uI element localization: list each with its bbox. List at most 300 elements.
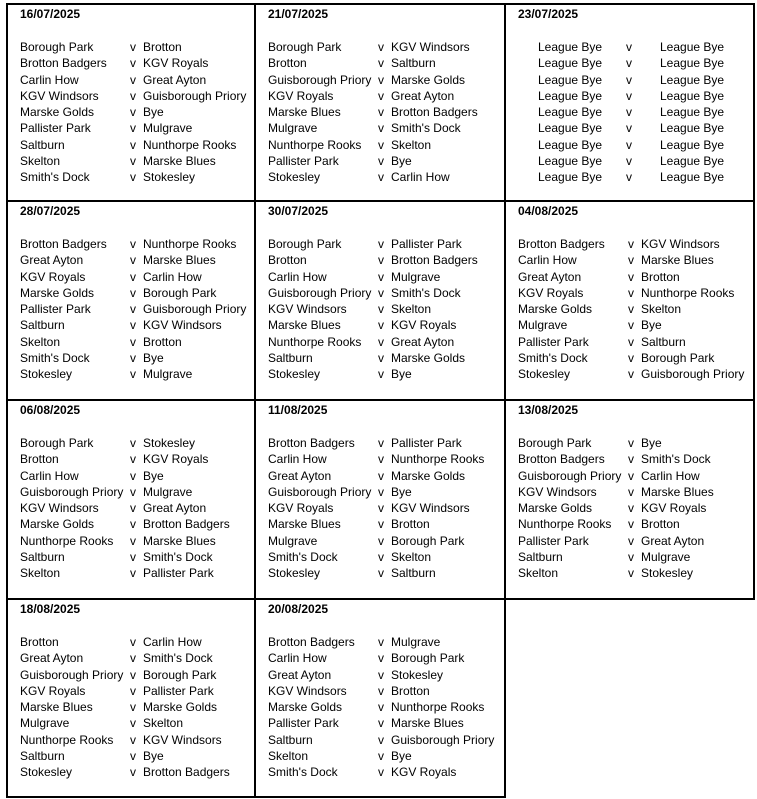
home-team: Guisborough Priory [268, 72, 372, 87]
fixture-row [518, 72, 753, 88]
away-team: League Bye [660, 121, 725, 136]
away-team: Guisborough Priory [143, 302, 247, 317]
versus-label: v [378, 40, 384, 54]
versus-label: v [378, 667, 384, 682]
home-team: Marske Golds [20, 105, 95, 120]
versus-label: v [628, 318, 634, 333]
week-date: 16/07/2025 [20, 7, 81, 21]
home-team: Brotton Badgers [518, 237, 605, 251]
versus-label: v [130, 154, 136, 169]
away-team: Borough Park [143, 667, 217, 682]
home-team: Guisborough Priory [20, 484, 124, 499]
away-team: Nunthorpe Rooks [391, 452, 485, 467]
fixture-row [20, 104, 254, 120]
week-date: 04/08/2025 [518, 204, 579, 218]
away-team: Borough Park [391, 651, 465, 666]
home-team: League Bye [538, 121, 603, 136]
fixture-row [268, 516, 504, 532]
away-team: Stokesley [391, 667, 444, 682]
versus-label: v [130, 468, 136, 483]
away-team: KGV Royals [641, 501, 707, 516]
away-team: Bye [143, 749, 164, 764]
fixture-row [518, 236, 753, 252]
fixture-row [518, 468, 753, 484]
away-team: Nunthorpe Rooks [143, 137, 237, 152]
away-team: Saltburn [391, 56, 436, 71]
away-team: League Bye [660, 88, 725, 103]
fixture-week-block [6, 401, 256, 600]
away-team: League Bye [660, 72, 725, 87]
home-team: Stokesley [268, 367, 321, 382]
fixture-row [268, 435, 504, 451]
fixture-row [518, 269, 753, 285]
versus-label: v [378, 533, 384, 548]
home-team: Smith's Dock [268, 550, 338, 565]
versus-label: v [378, 105, 384, 120]
fixture-row [20, 484, 254, 500]
away-team: Bye [391, 484, 412, 499]
versus-label: v [378, 269, 384, 284]
away-team: Bye [391, 367, 412, 382]
versus-label: v [130, 318, 136, 333]
fixture-row [518, 39, 753, 55]
versus-label: v [130, 237, 136, 251]
home-team: Marske Blues [20, 700, 93, 715]
versus-label: v [378, 318, 384, 333]
away-team: Marske Golds [143, 700, 218, 715]
fixture-row [518, 549, 753, 565]
fixture-week-block [256, 3, 506, 202]
home-team: Nunthorpe Rooks [20, 533, 114, 548]
home-team: Borough Park [268, 237, 342, 251]
fixture-week-block [506, 401, 755, 600]
versus-label: v [378, 635, 384, 649]
fixture-row [20, 72, 254, 88]
away-team: Bye [391, 749, 412, 764]
fixture-row [518, 169, 753, 185]
away-team: League Bye [660, 105, 725, 120]
home-team: Mulgrave [268, 533, 318, 548]
versus-label: v [378, 484, 384, 499]
home-team: League Bye [538, 88, 603, 103]
fixture-row [20, 764, 254, 780]
versus-label: v [628, 452, 634, 467]
versus-label: v [378, 501, 384, 516]
versus-label: v [130, 732, 136, 747]
week-date: 23/07/2025 [518, 7, 579, 21]
fixture-row [518, 350, 753, 366]
fixture-row [20, 301, 254, 317]
home-team: Carlin How [268, 651, 327, 666]
fixture-row [518, 366, 753, 382]
away-team: Marske Blues [143, 533, 216, 548]
away-team: Skelton [641, 302, 682, 317]
fixture-row [268, 683, 504, 699]
fixture-row [268, 169, 504, 185]
fixture-row [268, 317, 504, 333]
home-team: League Bye [538, 105, 603, 120]
fixture-row [518, 55, 753, 71]
home-team: League Bye [538, 56, 603, 71]
fixture-row [20, 533, 254, 549]
away-team: Carlin How [391, 170, 450, 185]
away-team: KGV Royals [391, 765, 457, 780]
away-team: Guisborough Priory [143, 88, 247, 103]
home-team: League Bye [538, 170, 603, 185]
fixture-row [268, 39, 504, 55]
home-team: League Bye [538, 137, 603, 152]
fixture-row [518, 500, 753, 516]
fixture-row [268, 634, 504, 650]
fixture-row [20, 39, 254, 55]
home-team: Marske Blues [268, 517, 341, 532]
home-team: Borough Park [20, 40, 94, 54]
away-team: Pallister Park [391, 436, 462, 450]
home-team: League Bye [538, 72, 603, 87]
fixture-row [268, 120, 504, 136]
fixture-row [268, 236, 504, 252]
away-team: League Bye [660, 137, 725, 152]
fixture-row [268, 252, 504, 268]
versus-label: v [378, 351, 384, 366]
away-team: Carlin How [143, 635, 202, 649]
away-team: KGV Royals [143, 56, 209, 71]
fixture-week-block [6, 600, 256, 798]
versus-label: v [628, 237, 634, 251]
away-team: Bye [391, 154, 412, 169]
versus-label: v [626, 40, 632, 54]
fixture-row [518, 137, 753, 153]
away-team: Nunthorpe Rooks [143, 237, 237, 251]
away-team: Pallister Park [143, 683, 214, 698]
versus-label: v [628, 533, 634, 548]
fixture-row [20, 169, 254, 185]
away-team: Brotton Badgers [143, 765, 230, 780]
away-team: Smith's Dock [143, 550, 213, 565]
away-team: Borough Park [143, 285, 217, 300]
versus-label: v [130, 484, 136, 499]
home-team: Stokesley [518, 367, 571, 382]
versus-label: v [378, 121, 384, 136]
fixture-row [20, 451, 254, 467]
home-team: Pallister Park [268, 716, 339, 731]
away-team: Great Ayton [143, 501, 207, 516]
versus-label: v [130, 121, 136, 136]
away-team: Mulgrave [641, 550, 691, 565]
versus-label: v [378, 237, 384, 251]
versus-label: v [378, 137, 384, 152]
home-team: Smith's Dock [20, 351, 90, 366]
fixture-row [20, 350, 254, 366]
home-team: KGV Royals [20, 269, 86, 284]
versus-label: v [378, 732, 384, 747]
fixture-row [20, 334, 254, 350]
versus-label: v [378, 683, 384, 698]
home-team: Brotton Badgers [20, 237, 107, 251]
versus-label: v [378, 517, 384, 532]
away-team: Bye [143, 105, 164, 120]
versus-label: v [130, 170, 136, 185]
fixture-row [268, 468, 504, 484]
home-team: Marske Golds [268, 700, 343, 715]
home-team: Guisborough Priory [20, 667, 124, 682]
away-team: League Bye [660, 56, 725, 71]
fixture-row [268, 699, 504, 715]
home-team: Marske Blues [268, 318, 341, 333]
versus-label: v [378, 285, 384, 300]
away-team: Marske Blues [143, 253, 216, 268]
home-team: Borough Park [518, 436, 592, 450]
home-team: Great Ayton [20, 651, 84, 666]
away-team: Bye [641, 436, 662, 450]
fixture-row [268, 732, 504, 748]
week-date: 11/08/2025 [268, 403, 328, 417]
home-team: Great Ayton [268, 667, 332, 682]
fixture-row [518, 484, 753, 500]
versus-label: v [378, 452, 384, 467]
home-team: KGV Royals [20, 683, 86, 698]
fixture-row [268, 549, 504, 565]
home-team: Pallister Park [518, 533, 589, 548]
fixture-row [20, 500, 254, 516]
away-team: Marske Blues [641, 253, 714, 268]
fixture-row [268, 764, 504, 780]
home-team: Mulgrave [20, 716, 70, 731]
versus-label: v [130, 716, 136, 731]
home-team: Carlin How [20, 468, 79, 483]
away-team: Skelton [391, 137, 432, 152]
away-team: KGV Windsors [143, 732, 222, 747]
versus-label: v [628, 468, 634, 483]
home-team: Great Ayton [20, 253, 84, 268]
fixture-row [268, 153, 504, 169]
versus-label: v [130, 105, 136, 120]
fixture-row [20, 565, 254, 581]
away-team: Brotton Badgers [391, 253, 478, 268]
fixture-row [518, 516, 753, 532]
versus-label: v [130, 137, 136, 152]
versus-label: v [378, 700, 384, 715]
away-team: KGV Royals [391, 318, 457, 333]
fixture-row [20, 285, 254, 301]
versus-label: v [130, 56, 136, 71]
away-team: Borough Park [641, 351, 715, 366]
home-team: Skelton [20, 566, 61, 581]
home-team: KGV Royals [268, 88, 334, 103]
versus-label: v [130, 269, 136, 284]
versus-label: v [626, 154, 632, 169]
away-team: KGV Royals [143, 452, 209, 467]
away-team: KGV Windsors [641, 237, 720, 251]
versus-label: v [130, 667, 136, 682]
home-team: Stokesley [268, 566, 321, 581]
fixture-row [20, 516, 254, 532]
versus-label: v [378, 302, 384, 317]
away-team: Saltburn [391, 566, 436, 581]
away-team: Great Ayton [641, 533, 705, 548]
versus-label: v [626, 137, 632, 152]
home-team: Guisborough Priory [268, 484, 372, 499]
home-team: Saltburn [518, 550, 563, 565]
home-team: KGV Windsors [518, 484, 597, 499]
versus-label: v [626, 105, 632, 120]
away-team: Carlin How [143, 269, 202, 284]
fixture-row [20, 137, 254, 153]
home-team: Stokesley [20, 765, 73, 780]
fixture-row [268, 104, 504, 120]
away-team: Mulgrave [143, 121, 193, 136]
fixture-row [20, 366, 254, 382]
home-team: Mulgrave [518, 318, 568, 333]
versus-label: v [378, 154, 384, 169]
home-team: KGV Royals [268, 501, 334, 516]
fixture-row [20, 252, 254, 268]
versus-label: v [130, 452, 136, 467]
away-team: Brotton [143, 334, 182, 349]
versus-label: v [130, 765, 136, 780]
home-team: Marske Golds [20, 285, 95, 300]
home-team: Nunthorpe Rooks [268, 137, 362, 152]
away-team: Marske Golds [391, 72, 466, 87]
home-team: Stokesley [268, 170, 321, 185]
fixture-row [268, 484, 504, 500]
versus-label: v [130, 334, 136, 349]
away-team: League Bye [660, 154, 725, 169]
fixture-row [268, 55, 504, 71]
versus-label: v [378, 566, 384, 581]
home-team: Guisborough Priory [268, 285, 372, 300]
home-team: Brotton [20, 452, 59, 467]
away-team: Marske Golds [391, 351, 466, 366]
week-date: 18/08/2025 [20, 602, 81, 616]
home-team: Marske Golds [20, 517, 95, 532]
away-team: Skelton [391, 550, 432, 565]
fixture-row [518, 153, 753, 169]
fixture-row [20, 236, 254, 252]
fixture-row [518, 252, 753, 268]
home-team: Borough Park [268, 40, 342, 54]
home-team: Marske Golds [518, 501, 593, 516]
away-team: Brotton Badgers [143, 517, 230, 532]
versus-label: v [130, 550, 136, 565]
home-team: KGV Windsors [268, 302, 347, 317]
fixture-week-block [256, 202, 506, 401]
versus-label: v [378, 765, 384, 780]
versus-label: v [378, 716, 384, 731]
home-team: Skelton [268, 749, 309, 764]
away-team: Stokesley [641, 566, 694, 581]
away-team: League Bye [660, 40, 725, 54]
versus-label: v [628, 285, 634, 300]
fixture-row [20, 88, 254, 104]
home-team: Stokesley [20, 367, 73, 382]
versus-label: v [628, 550, 634, 565]
home-team: Great Ayton [518, 269, 582, 284]
home-team: Marske Blues [268, 105, 341, 120]
fixture-week-block [506, 202, 755, 401]
fixture-row [268, 715, 504, 731]
home-team: Pallister Park [268, 154, 339, 169]
week-date: 28/07/2025 [20, 204, 81, 218]
home-team: Nunthorpe Rooks [20, 732, 114, 747]
away-team: Mulgrave [391, 635, 441, 649]
fixture-row [518, 451, 753, 467]
away-team: Mulgrave [143, 367, 193, 382]
fixture-row [518, 334, 753, 350]
home-team: Mulgrave [268, 121, 318, 136]
away-team: Brotton Badgers [391, 105, 478, 120]
versus-label: v [130, 501, 136, 516]
versus-label: v [130, 683, 136, 698]
versus-label: v [628, 517, 634, 532]
away-team: Bye [641, 318, 662, 333]
home-team: Smith's Dock [268, 765, 338, 780]
home-team: KGV Royals [518, 285, 584, 300]
fixture-row [268, 500, 504, 516]
home-team: Brotton [268, 253, 307, 268]
away-team: Marske Blues [391, 716, 464, 731]
versus-label: v [130, 517, 136, 532]
week-date: 13/08/2025 [518, 403, 579, 417]
home-team: Smith's Dock [518, 351, 588, 366]
away-team: Brotton [391, 683, 430, 698]
versus-label: v [130, 253, 136, 268]
versus-label: v [130, 285, 136, 300]
fixture-row [268, 285, 504, 301]
home-team: Saltburn [268, 732, 313, 747]
home-team: Skelton [20, 154, 61, 169]
versus-label: v [378, 56, 384, 71]
versus-label: v [628, 484, 634, 499]
home-team: Saltburn [20, 137, 65, 152]
home-team: Pallister Park [518, 334, 589, 349]
versus-label: v [130, 72, 136, 87]
fixture-row [518, 88, 753, 104]
away-team: Smith's Dock [391, 121, 461, 136]
week-date: 20/08/2025 [268, 602, 329, 616]
versus-label: v [130, 40, 136, 54]
away-team: Bye [143, 468, 164, 483]
fixture-row [268, 667, 504, 683]
versus-label: v [130, 651, 136, 666]
fixture-row [20, 435, 254, 451]
home-team: Brotton [268, 56, 307, 71]
fixture-row [518, 104, 753, 120]
week-date: 21/07/2025 [268, 7, 329, 21]
fixture-row [268, 748, 504, 764]
away-team: Smith's Dock [391, 285, 461, 300]
away-team: Great Ayton [391, 334, 455, 349]
versus-label: v [378, 334, 384, 349]
home-team: Borough Park [20, 436, 94, 450]
home-team: League Bye [538, 40, 603, 54]
fixture-row [518, 317, 753, 333]
fixture-row [20, 715, 254, 731]
away-team: KGV Windsors [391, 40, 470, 54]
versus-label: v [378, 253, 384, 268]
fixture-row [268, 137, 504, 153]
home-team: Brotton Badgers [518, 452, 605, 467]
away-team: Saltburn [641, 334, 686, 349]
versus-label: v [378, 436, 384, 450]
versus-label: v [378, 88, 384, 103]
home-team: Guisborough Priory [518, 468, 622, 483]
fixture-row [268, 451, 504, 467]
home-team: Saltburn [268, 351, 313, 366]
home-team: Marske Golds [518, 302, 593, 317]
away-team: Marske Golds [391, 468, 466, 483]
fixture-row [268, 72, 504, 88]
